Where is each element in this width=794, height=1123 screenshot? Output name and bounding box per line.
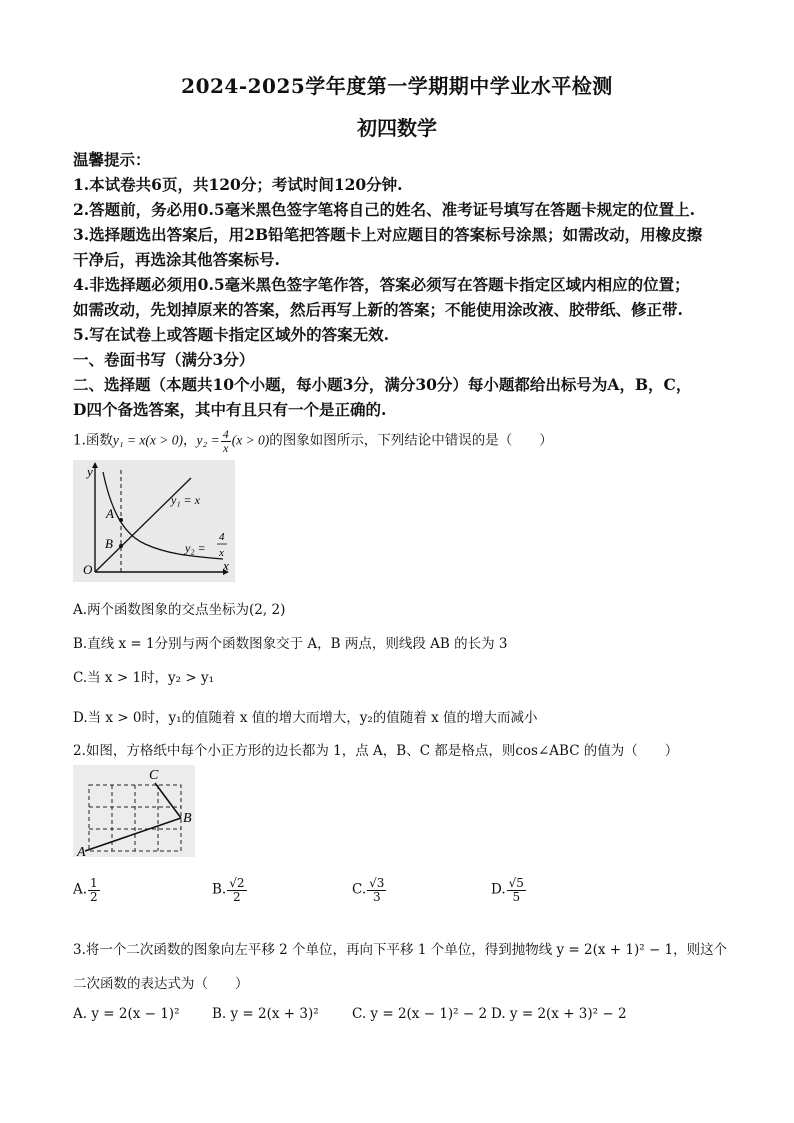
q2-option-c-fraction (367, 877, 386, 903)
q1-point-a (119, 518, 123, 522)
q2-option-d-label: D. (491, 881, 506, 898)
question-2-graph (73, 765, 195, 857)
q1-label-y2-lhs: y₂ = (185, 541, 206, 555)
question-3-stem-1: 3.将一个二次函数的图象向左平移 2 个单位，再向下平移 1 个单位，得到抛物线 y = 2(x + 1)² − 1，则这个 (73, 942, 728, 958)
notice-item-3a: 3.选择题选出答案后，用2B铅笔把答题卡上对应题目的答案标号涂黑；如需改动，用橡皮擦 (73, 225, 703, 244)
q3-option-b: B. y = 2(x + 3)² (212, 1006, 319, 1022)
q1-label-a: A (106, 506, 114, 521)
q1-y1: y₁ = x(x > 0) (112, 432, 184, 448)
q2-option-b-fraction (227, 877, 246, 903)
notice-heading: 温馨提示： (73, 150, 151, 169)
q1-y2-num: 4 (222, 427, 229, 441)
q3-option-c: C. y = 2(x − 1)² − 2 (352, 1006, 488, 1022)
q1-prefix: 1.函数 (73, 432, 113, 449)
question-1-graph (73, 460, 235, 582)
q2-option-b (212, 877, 248, 903)
q1-label-o: O (83, 562, 93, 577)
q2-option-a-fraction (88, 877, 100, 903)
notice-item-3b: 干净后，再选涂其他答案标号. (73, 250, 280, 269)
q1-y-arrow (92, 462, 98, 468)
q2-option-d-den: 5 (512, 889, 521, 904)
notice-item-5: 5.写在试卷上或答题卡指定区域外的答案无效. (73, 325, 390, 344)
q1-label-b: B (105, 536, 113, 551)
notice-item-4a: 4.非选择题必须用0.5毫米黑色签字笔作答，答案必须写在答题卡指定区域内相应的位置； (73, 275, 690, 294)
q1-option-d: D.当 x > 0时，y₁的值随着 x 值的增大而增大，y₂的值随着 x 值的增大而减小 (73, 710, 538, 726)
q2-option-c-num: √3 (369, 876, 385, 890)
q2-option-b-label: B. (212, 881, 227, 898)
q2-option-a-num: 1 (90, 876, 98, 890)
q2-option-d-fraction (507, 877, 526, 903)
q2-option-a-den: 2 (90, 889, 98, 904)
q1-y2-cond: (x > 0) (231, 432, 270, 448)
exam-subtitle: 初四数学 (357, 116, 437, 140)
exam-title: 2024-2025学年度第一学期期中学业水平检测 (181, 74, 613, 98)
q2-option-c (352, 877, 387, 903)
q2-option-b-num: √2 (229, 876, 245, 890)
q1-y2-fraction (221, 428, 231, 454)
section-2-heading-a: 二、选择题（本题共10个小题，每小题3分，满分30分）每小题都给出标号为A，B，C， (73, 375, 692, 394)
question-2-stem: 2.如图，方格纸中每个小正方形的边长都为 1，点 A，B、C 都是格点，则cos∠ABC 的值为（ ） (73, 743, 679, 759)
section-2-heading-b: D四个备选答案，其中有且只有一个是正确的. (73, 400, 387, 419)
section-1-heading: 一、卷面书写（满分3分） (73, 350, 255, 369)
notice-item-1: 1.本试卷共6页，共120分；考试时间120分钟. (73, 175, 403, 194)
q2-option-d-num: √5 (508, 876, 524, 890)
q1-point-b (119, 544, 123, 548)
notice-item-2: 2.答题前，务必用0.5毫米黑色签字笔将自己的姓名、准考证号填写在答题卡规定的位置上. (73, 200, 696, 219)
q2-option-a-label: A. (73, 881, 88, 898)
q1-sep: ， (183, 432, 197, 449)
q1-option-c: C.当 x > 1时，y₂ > y₁ (73, 670, 214, 686)
q2-option-c-label: C. (352, 881, 367, 898)
q1-suffix: 的图象如图所示，下列结论中错误的是（ ） (269, 432, 553, 449)
q1-y2-den: x (223, 440, 229, 455)
q1-label-y: y (87, 464, 93, 479)
q2-option-a (73, 877, 101, 903)
q2-label-b: B (183, 811, 192, 826)
q2-label-c: C (149, 768, 159, 783)
q2-label-a: A (77, 845, 86, 857)
question-3-stem-2: 二次函数的表达式为（ ） (73, 976, 249, 992)
q1-label-x: x (223, 558, 229, 573)
q1-label-y2-num: 4 (219, 531, 225, 543)
q2-graph-svg (73, 765, 195, 857)
notice-item-4b: 如需改动，先划掉原来的答案，然后再写上新的答案；不能使用涂改液、胶带纸、修正带. (73, 300, 683, 319)
q1-graph-svg (73, 460, 235, 582)
question-1-stem (73, 428, 733, 454)
q3-option-a: A. y = 2(x − 1)² (73, 1006, 180, 1022)
q2-option-d (491, 877, 527, 903)
q2-segment-cb (155, 783, 181, 818)
q2-grid (89, 785, 181, 851)
q1-option-a: A.两个函数图象的交点坐标为(2, 2) (73, 602, 286, 618)
q1-label-y2-den: x (219, 547, 224, 559)
q1-option-b: B.直线 x = 1分别与两个函数图象交于 A，B 两点，则线段 AB 的长为 3 (73, 636, 508, 652)
q1-label-y1: y₁ = x (171, 493, 200, 507)
q2-option-b-den: 2 (233, 889, 241, 904)
q1-y2-lhs: y₂ = (196, 432, 220, 448)
q2-segment-ab (85, 818, 181, 851)
q3-option-d: D. y = 2(x + 3)² − 2 (491, 1006, 627, 1022)
q2-option-c-den: 3 (372, 889, 381, 904)
